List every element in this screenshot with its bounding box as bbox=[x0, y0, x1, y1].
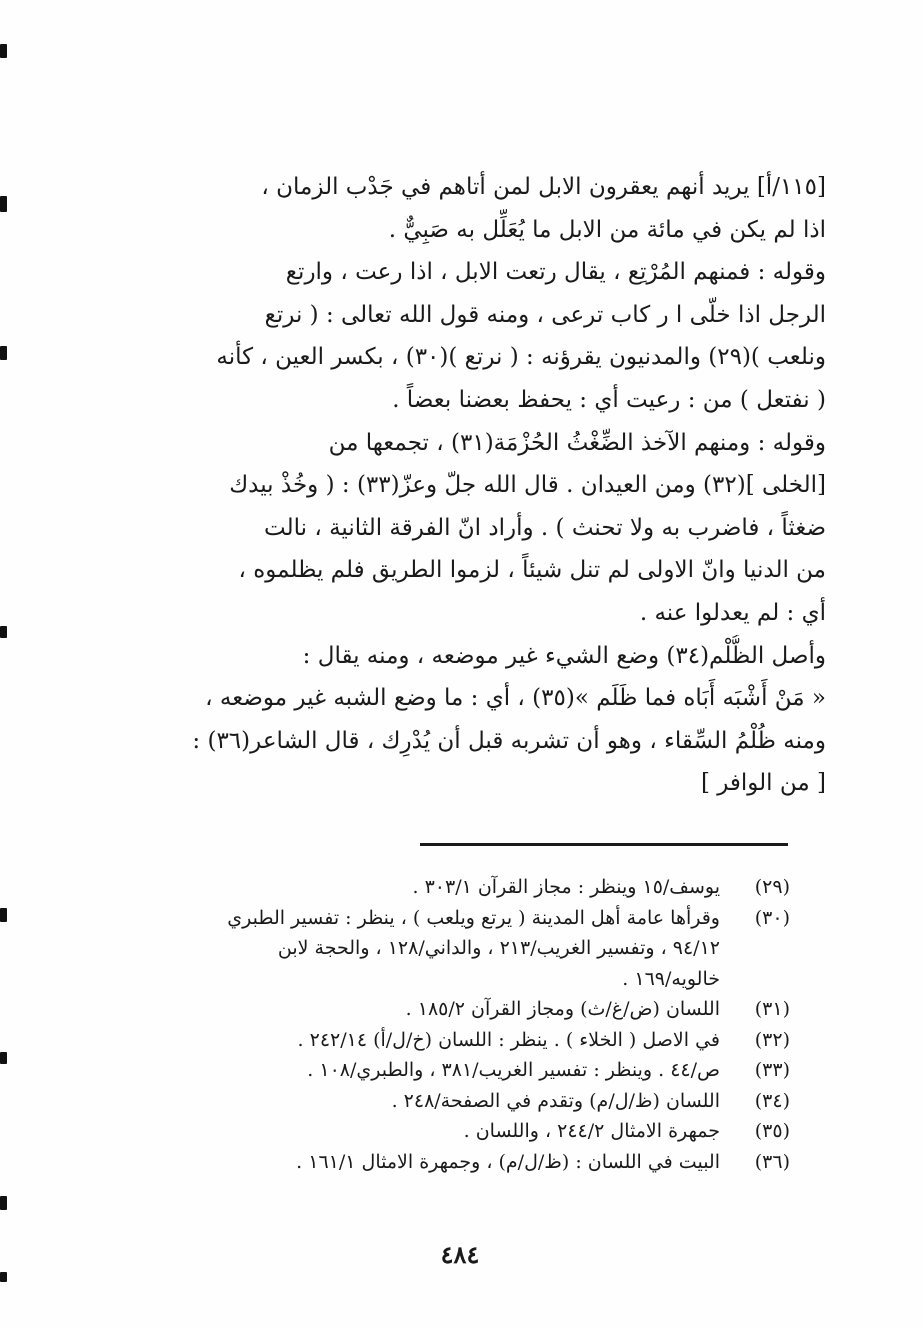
footnote-number: (٣٣) bbox=[754, 1059, 790, 1081]
footnote bbox=[110, 1147, 790, 1178]
footnotes bbox=[110, 872, 790, 1177]
page-number: ٤٨٤ bbox=[440, 1240, 480, 1269]
text-line: ضغثاً ، فاضرب به ولا تحنث ) . وأراد انّ الفرقة الثانية ، نالت bbox=[264, 514, 826, 541]
footnote-number: (٢٩) bbox=[754, 876, 790, 898]
footnote-number: (٣١) bbox=[754, 998, 790, 1020]
text-line: [ من الوافر ] bbox=[700, 770, 826, 797]
text-line: اذا لم يكن في مائة من الابل ما يُعَلِّل به صَبِيٌّ . bbox=[388, 216, 826, 243]
text-line: وأصل الظُّلْم(٣٤) وضع الشيء غير موضعه ، ومنه يقال : bbox=[302, 642, 826, 669]
text-line: ونلعب )(٢٩) والمدنيون يقرؤنه : ( نرتع )(٣٠) ، بكسر العين ، كأنه bbox=[216, 344, 826, 371]
text-line: ( نفتعل ) من : رعيت أي : يحفظ بعضنا بعضاً . bbox=[392, 386, 826, 413]
text-line: وقوله : فمنهم المُرْتِع ، يقال رتعت الابل ، اذا رعت ، وارتع bbox=[285, 259, 826, 286]
footnote-text bbox=[110, 1116, 720, 1147]
text-line: وقوله : ومنهم الآخذ الضِّغْثُ الحُزْمَة(٣١) ، تجمعها من bbox=[328, 429, 826, 456]
footnote bbox=[110, 1055, 790, 1086]
footnote-number: (٣٢) bbox=[754, 1028, 790, 1051]
binding-mark bbox=[0, 1196, 7, 1210]
footnote-line: جمهرة الامثال ٢٤٤/٢ ، واللسان . bbox=[463, 1120, 720, 1142]
text-line: ومنه ظُلْمُ السِّقاء ، وهو أن تشربه قبل أن يُدْرِك ، قال الشاعر(٣٦) : bbox=[192, 727, 826, 754]
footnote-divider bbox=[420, 843, 788, 846]
main-text bbox=[96, 166, 826, 805]
footnote-line: يوسف/١٥ وينظر : مجاز القرآن ٣٠٣/١ . bbox=[412, 876, 720, 898]
footnote-number: (٣٠) bbox=[754, 906, 790, 929]
footnote-number: (٣٤) bbox=[754, 1089, 790, 1112]
binding-mark bbox=[0, 1272, 7, 1282]
footnote-text bbox=[110, 903, 720, 995]
binding-mark bbox=[0, 908, 7, 922]
text-line: [الخلى ](٣٢) ومن العيدان . قال الله جلّ وعزّ(٣٣) : ( وخُذْ بيدك bbox=[229, 472, 826, 499]
binding-mark bbox=[0, 346, 7, 360]
footnote-line: ص/٤٤ . وينظر : تفسير الغريب/٣٨١ ، والطبري/١٠٨ . bbox=[307, 1059, 720, 1081]
footnote-text bbox=[110, 1025, 720, 1056]
footnote bbox=[110, 903, 790, 995]
binding-mark bbox=[0, 1052, 7, 1064]
footnote-line: البيت في اللسان : (ظ/ل/م) ، وجمهرة الامثال ١٦١/١ . bbox=[296, 1150, 720, 1173]
binding-mark bbox=[0, 196, 7, 212]
text-line: الرجل اذا خلّى ا ر كاب ترعى ، ومنه قول الله تعالى : ( نرتع bbox=[264, 301, 826, 328]
binding-mark bbox=[0, 44, 7, 58]
footnote-line: اللسان (ظ/ل/م) وتقدم في الصفحة/٢٤٨ . bbox=[391, 1089, 720, 1112]
text-line: أي : لم يعدلوا عنه . bbox=[639, 599, 826, 626]
footnote-line: اللسان (ض/غ/ث) ومجاز القرآن ١٨٥/٢ . bbox=[405, 998, 720, 1020]
footnote bbox=[110, 1025, 790, 1056]
footnote bbox=[110, 994, 790, 1025]
footnote-line: ٩٤/١٢ ، وتفسير الغريب/٢١٣ ، والداني/١٢٨ ، والحجة لابن bbox=[277, 937, 720, 959]
footnote-text bbox=[110, 1055, 720, 1086]
footnote bbox=[110, 872, 790, 903]
text-line: [١١٥/أ] يريد أنهم يعقرون الابل لمن أتاهم في جَدْب الزمان ، bbox=[261, 174, 826, 200]
text-line: من الدنيا وانّ الاولى لم تنل شيئاً ، لزموا الطريق فلم يظلموه ، bbox=[238, 557, 826, 584]
text-line: « مَنْ أَشْبَه أَبَاه فما ظَلَم »(٣٥) ، أي : ما وضع الشبه غير موضعه ، bbox=[205, 685, 826, 712]
footnote-line: وقرأها عامة أهل المدينة ( يرتع ويلعب ) ، ينظر : تفسير الطبري bbox=[227, 906, 720, 929]
footnote-line: في الاصل ( الخلاء ) . ينظر : اللسان (خ/ل/أ) ٢٤٢/١٤ . bbox=[297, 1028, 720, 1051]
footnote-text bbox=[110, 1147, 720, 1178]
footnote bbox=[110, 1116, 790, 1147]
footnote bbox=[110, 1086, 790, 1117]
footnote-text bbox=[110, 994, 720, 1025]
footnote-text bbox=[110, 1086, 720, 1117]
binding-mark bbox=[0, 626, 7, 638]
footnote-number: (٣٦) bbox=[754, 1150, 790, 1173]
footnote-text bbox=[110, 872, 720, 903]
footnote-line: خالويه/١٦٩ . bbox=[622, 967, 720, 990]
footnote-number: (٣٥) bbox=[754, 1120, 790, 1142]
